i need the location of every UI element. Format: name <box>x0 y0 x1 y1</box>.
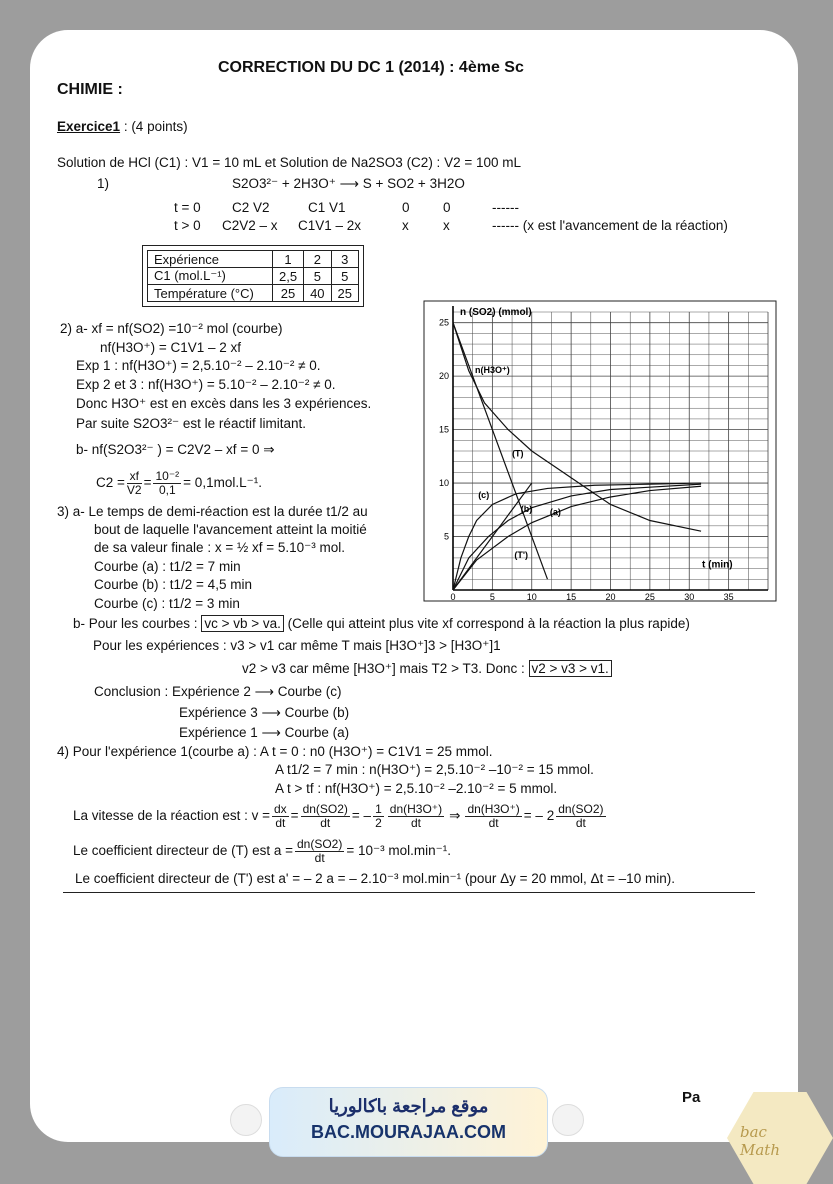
y-tick-label: 15 <box>438 424 449 435</box>
q2-line: nf(H3O⁺) = C1V1 – 2 xf <box>100 340 242 355</box>
annotation-label: (T') <box>514 549 529 560</box>
footer-site[interactable]: BAC.MOURAJAA.COM <box>311 1122 506 1142</box>
x-tick-label: 15 <box>566 592 577 602</box>
coefficient-t-prime: Le coefficient directeur de (T') est a' = – 2 a = – 2.10⁻³ mol.min⁻¹ (pour Δy = 20 mmol, Δt = –10 min). <box>75 871 675 886</box>
q4-line: A t1/2 = 7 min : n(H3O⁺) = 2,5.10⁻² –10⁻² = 15 mmol. <box>275 762 594 777</box>
q2-line: 2) a- xf = nf(SO2) =10⁻² mol (courbe) <box>60 321 283 336</box>
q3-line: Courbe (b) : t1/2 = 4,5 min <box>94 577 252 592</box>
bac-math-logo-text: bac Math <box>740 1123 780 1159</box>
coefficient-t: Le coefficient directeur de (T) est a = $\frac{dn(SO2)}{dt}$ = 10⁻³ mol.min⁻¹. <box>73 836 452 865</box>
footer-logo-left-icon <box>230 1104 262 1136</box>
annotation-label: (a) <box>549 507 561 518</box>
exercise-heading <box>57 119 188 135</box>
conclusion-line: Expérience 3 ⟶ Courbe (b) <box>179 705 350 720</box>
chart <box>423 300 777 602</box>
table-row: Température (°C) 25 40 25 <box>148 285 359 302</box>
x-tick-label: 25 <box>644 592 655 602</box>
q4-line: 4) Pour l'expérience 1(courbe a) : A t = 0 : n0 (H3O⁺) = C1V1 = 25 mmol. <box>57 744 493 759</box>
q3b-line: b- Pour les courbes : vc > vb > va. (Celle qui atteint plus vite xf correspond à la réaction la plus rapide) <box>73 616 690 631</box>
q3b-line: Pour les expériences : v3 > v1 car même T mais [H3O⁺]3 > [H3O⁺]1 <box>93 638 501 653</box>
q3-line: Courbe (a) : t1/2 = 7 min <box>94 559 241 574</box>
annotation-label: (T) <box>512 448 524 459</box>
page-title: CORRECTION DU DC 1 (2014) : 4ème Sc <box>218 59 524 76</box>
x-tick-label: 35 <box>723 592 734 602</box>
q3-line: 3) a- Le temps de demi-réaction est la durée t1/2 au <box>57 504 368 519</box>
y-tick-label: 20 <box>438 371 449 382</box>
q3b-line: v2 > v3 car même [H3O⁺] mais T2 > T3. Donc : v2 > v3 > v1. <box>242 661 612 677</box>
reaction-equation: S2O3²⁻ + 2H3O⁺ ⟶ S + SO2 + 3H2O <box>232 176 465 191</box>
q2-line: Exp 2 et 3 : nf(H3O⁺) = 5.10⁻² – 2.10⁻² ≠ 0. <box>76 377 336 392</box>
x-axis-label: t (min) <box>702 559 733 571</box>
q3-line: bout de laquelle l'avancement atteint la moitié <box>94 522 367 537</box>
q3-line: de sa valeur finale : x = ½ xf = 5.10⁻³ mol. <box>94 540 346 555</box>
experiment-order-box: v2 > v3 > v1. <box>529 660 612 677</box>
footer-banner[interactable] <box>269 1087 548 1157</box>
experiment-table <box>147 250 359 302</box>
exercise-points: : (4 points) <box>120 119 188 134</box>
x-tick-label: 10 <box>526 592 537 602</box>
page-sheet: CORRECTION DU DC 1 (2014) : 4ème Sc CHIMIE : Exercice1 : (4 points) Solution de HCl (C1) : V1 = 10 mL et Solution de Na2SO3 (C2) : V2 = 100 mL 1) S2O3²⁻ + 2H3O⁺ ⟶ S + SO2 + 3H2O t = 0 C2 V2 C1 V1 0 0 ------ t > 0 C2V2 – x C1V1 – 2x x x ------ (x est l'avancement de la réaction) Expérience 1 2 3 C1 (mol.L⁻¹) 2,5 5 5 Température (°C) 25 40 25 2) a- xf = nf(SO2) =10⁻² mol (courbe) nf(H3O⁺) = C1V1 – 2 xf Exp 1 : nf(H3O⁺) = 2,5.10⁻² – 2.10⁻² ≠ 0. Exp 2 et 3 : nf(H3O⁺) = 5.10⁻² – 2.10⁻² ≠ 0. Donc H3O⁺ est en excès dans les 3 expériences. Par suite S2O3²⁻ est le réactif limitant. b- nf(S2O3²⁻ ) = C2V2 – xf = 0 ⇒ C2 = $\frac{xf}{V2}$ = $\frac{\text{10⁻²}}{0,1}$ = 0,1mol.L⁻¹. 3) a- Le temps de demi-réaction est la durée t1/2 au bout de laquelle l'avancement atteint la moitié de sa valeur finale : x = ½ xf = 5.10⁻³ mol. Courbe (a) : t1/2 = 7 min Courbe (b) : t1/2 = 4,5 min Courbe (c) : t1/2 = 3 min b- Pour les courbes : vc > vb > va. (Celle qui atteint plus vite xf correspond à la réaction la plus rapide) Pour les expériences : v3 > v1 car même T mais [H3O⁺]3 > [H3O⁺]1 v2 > v3 car même [H3O⁺] mais T2 > T3. Donc : v2 > v3 > v1. Conclusion : Expérience 2 ⟶ Courbe (c) Expérience 3 ⟶ Courbe (b) Expérience 1 ⟶ Courbe (a) 4) Pour l'expérience 1(courbe a) : A t = 0 : n0 (H3O⁺) = C1V1 = 25 mmol. A t1/2 = 7 min : n(H3O⁺) = 2,5.10⁻² –10⁻² = 15 mmol. A t > tf : nf(H3O⁺) = 2,5.10⁻² –2.10⁻² = 5 mmol. La vitesse de la réaction est : v = $\frac{dx}{dt}$ = $\frac{dn(SO2)}{dt}$ = – $\frac{1}{2}$ $\frac{dn(H3O^+)}{dt}$ ⇒ $\frac{dn(H3O^+)}{dt}$ = – 2 $\frac{dn(SO2)}{dt}$ Le coefficient directeur de (T) est a = $\frac{dn(SO2)}{dt}$ = 10⁻³ mol.min⁻¹. Le coefficient directeur de (T') est a' = – 2 a = – 2.10⁻³ mol.min⁻¹ (pour Δy = 20 mmol, Δt = –10 min). 0 5 10 15 20 25 30 35 5 10 15 20 25 n (SO2) (mmol) t (min) (T) (c) (b) (a) (T') n(H3O⁺) موقع مراجعة باكالوريا BAC.MOURAJAA.COM Pa bac Math <box>30 30 798 1142</box>
page-number: Pa <box>682 1089 701 1106</box>
table-row: Expérience 1 2 3 <box>148 251 359 268</box>
x-tick-label: 30 <box>684 592 695 602</box>
reaction-speed: La vitesse de la réaction est : v = $\frac{dx}{dt}$ = $\frac{dn(SO2)}{dt}$ = – $\frac{1}{2}$ $\frac{dn(H3O^+)}{dt}$ ⇒ $\frac{dn(H3O^+)}{dt}$ = – 2 $\frac{dn(SO2)}{dt}$ <box>73 801 604 830</box>
table-row: C1 (mol.L⁻¹) 2,5 5 5 <box>148 268 359 285</box>
section-title: CHIMIE : <box>57 81 123 98</box>
footer-logo-right-icon <box>552 1104 584 1136</box>
annotation-label: (c) <box>478 490 490 501</box>
divider <box>63 892 755 893</box>
conclusion-line: Expérience 1 ⟶ Courbe (a) <box>179 725 350 740</box>
q2-line: Exp 1 : nf(H3O⁺) = 2,5.10⁻² – 2.10⁻² ≠ 0. <box>76 358 321 373</box>
y-tick-label: 10 <box>438 478 449 489</box>
footer-arabic: موقع مراجعة باكالوريا <box>328 1096 489 1116</box>
y-tick-label: 5 <box>443 531 449 542</box>
q1-label: 1) <box>97 176 110 191</box>
c2-result: C2 = $\frac{xf}{V2}$ = $\frac{\text{10⁻²}}{0,1}$ = 0,1mol.L⁻¹. <box>96 468 262 497</box>
q2-line: Par suite S2O3²⁻ est le réactif limitant. <box>76 416 306 431</box>
experiment-table-frame <box>142 245 364 307</box>
y-axis-label: n (SO2) (mmol) <box>460 307 532 318</box>
q3-line: Courbe (c) : t1/2 = 3 min <box>94 596 240 611</box>
intro-line: Solution de HCl (C1) : V1 = 10 mL et Solution de Na2SO3 (C2) : V2 = 100 mL <box>57 155 521 170</box>
x-tick-label: 5 <box>489 592 495 602</box>
q4-line: A t > tf : nf(H3O⁺) = 2,5.10⁻² –2.10⁻² = 5 mmol. <box>275 781 558 796</box>
annotation-label: (b) <box>520 503 533 514</box>
q2-line: Donc H3O⁺ est en excès dans les 3 expériences. <box>76 396 372 411</box>
y-tick-label: 25 <box>438 317 449 328</box>
conclusion-line: Conclusion : Expérience 2 ⟶ Courbe (c) <box>94 684 342 699</box>
annotation-label: n(H3O⁺) <box>475 364 510 375</box>
x-tick-label: 20 <box>605 592 616 602</box>
x-tick-label: 0 <box>450 592 456 602</box>
exercise-label: Exercice1 <box>57 119 121 134</box>
q2-line: b- nf(S2O3²⁻ ) = C2V2 – xf = 0 ⇒ <box>76 442 275 457</box>
speed-order-box: vc > vb > va. <box>201 615 284 632</box>
